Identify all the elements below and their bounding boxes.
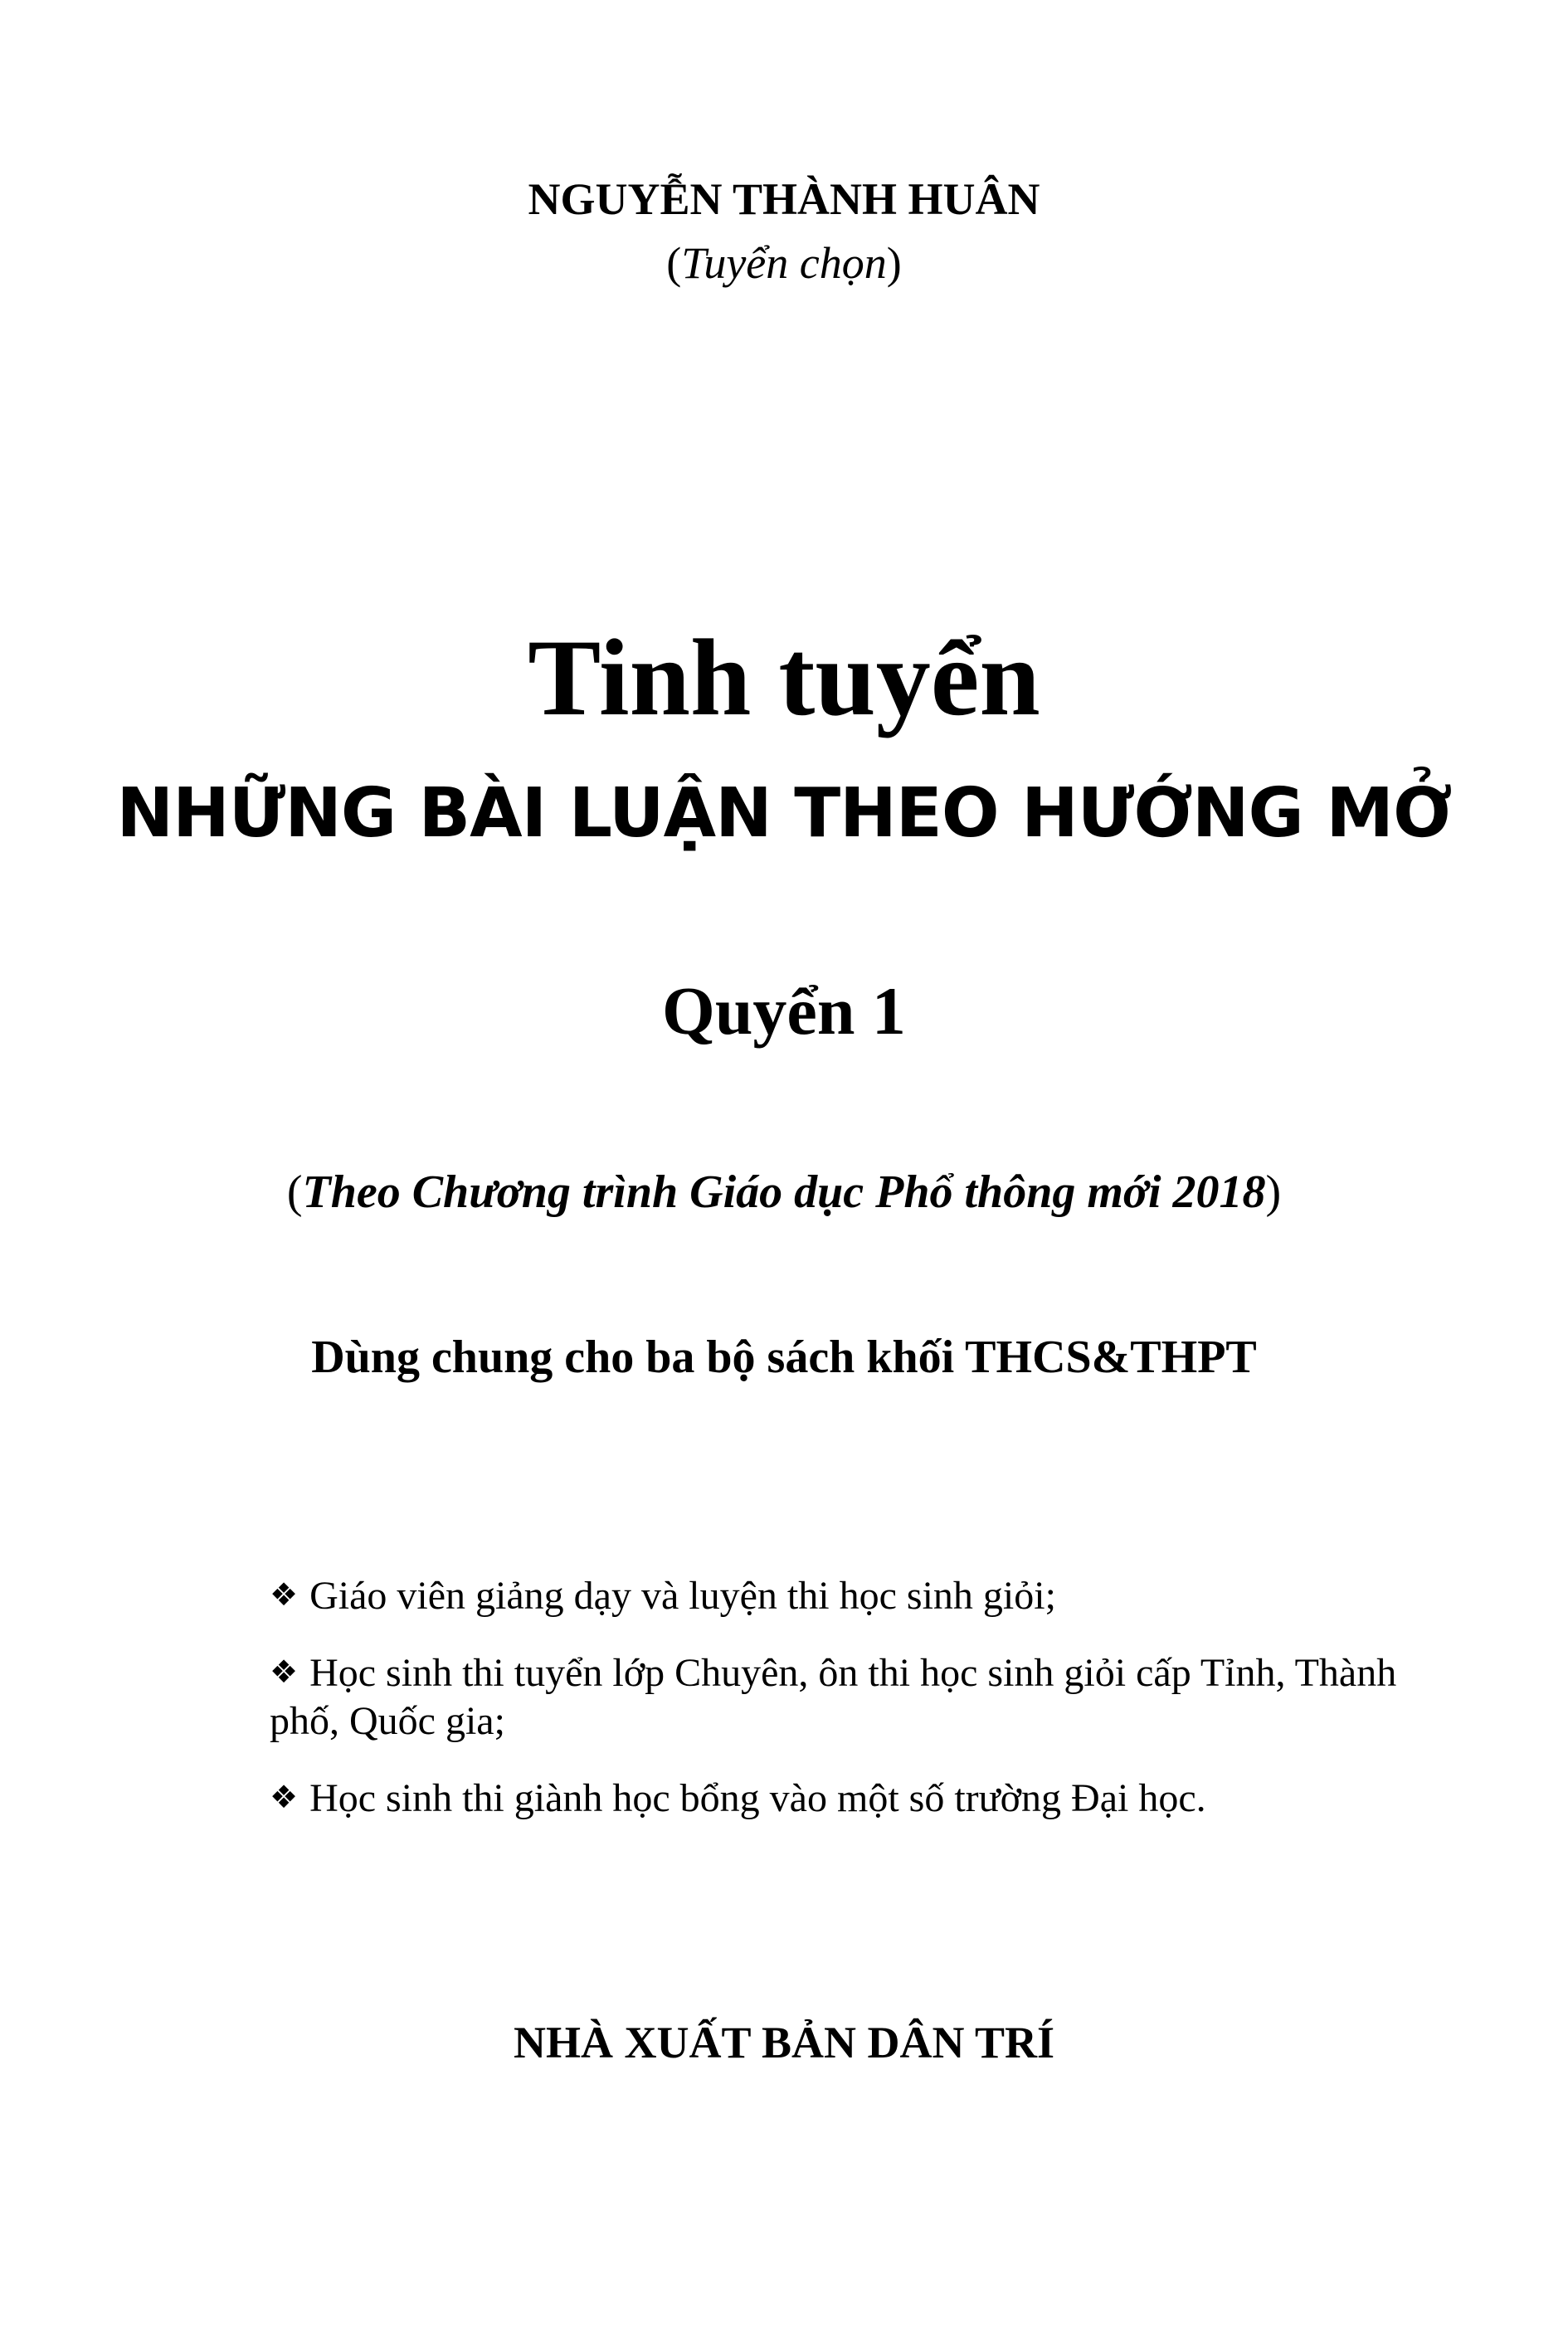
publisher-name: NHÀ XUẤT BẢN DÂN TRÍ — [513, 2018, 1055, 2067]
volume-label: Quyển 1 — [662, 973, 906, 1049]
program-close-paren: ) — [1265, 1166, 1282, 1218]
program-note — [0, 1165, 1568, 1220]
program-open-paren: ( — [286, 1166, 303, 1218]
audience-item-teachers — [270, 1572, 1431, 1621]
diamond-bullet-icon: ❖ — [270, 1576, 299, 1613]
audience-item-text: Học sinh thi giành học bổng vào một số trường Đại học. — [309, 1775, 1206, 1820]
role-open-paren: ( — [666, 238, 682, 288]
diamond-bullet-icon: ❖ — [270, 1778, 299, 1815]
audience-item-text: Học sinh thi tuyển lớp Chuyên, ôn thi học sinh giỏi cấp Tỉnh, Thành phố, Quốc gia; — [270, 1650, 1397, 1744]
audience-list — [270, 1572, 1431, 1851]
book-title: Tinh tuyển — [528, 616, 1040, 738]
book-subtitle: NHỮNG BÀI LUẬN THEO HƯỚNG MỞ — [116, 774, 1452, 853]
audience-item-scholarship-students — [270, 1775, 1431, 1824]
author-name: NGUYỄN THÀNH HUÂN — [528, 174, 1040, 224]
diamond-bullet-icon: ❖ — [270, 1653, 299, 1690]
audience-item-text: Giáo viên giảng dạy và luyện thi học sinh giỏi; — [309, 1574, 1056, 1618]
author-role — [0, 236, 1568, 290]
role-close-paren: ) — [886, 238, 902, 288]
role-text: Tuyển chọn — [681, 238, 887, 288]
program-text: Theo Chương trình Giáo dục Phổ thông mới 2018 — [302, 1166, 1266, 1218]
usage-note: Dùng chung cho ba bộ sách khối THCS&THPT — [311, 1332, 1257, 1383]
audience-item-gifted-students — [270, 1649, 1431, 1746]
